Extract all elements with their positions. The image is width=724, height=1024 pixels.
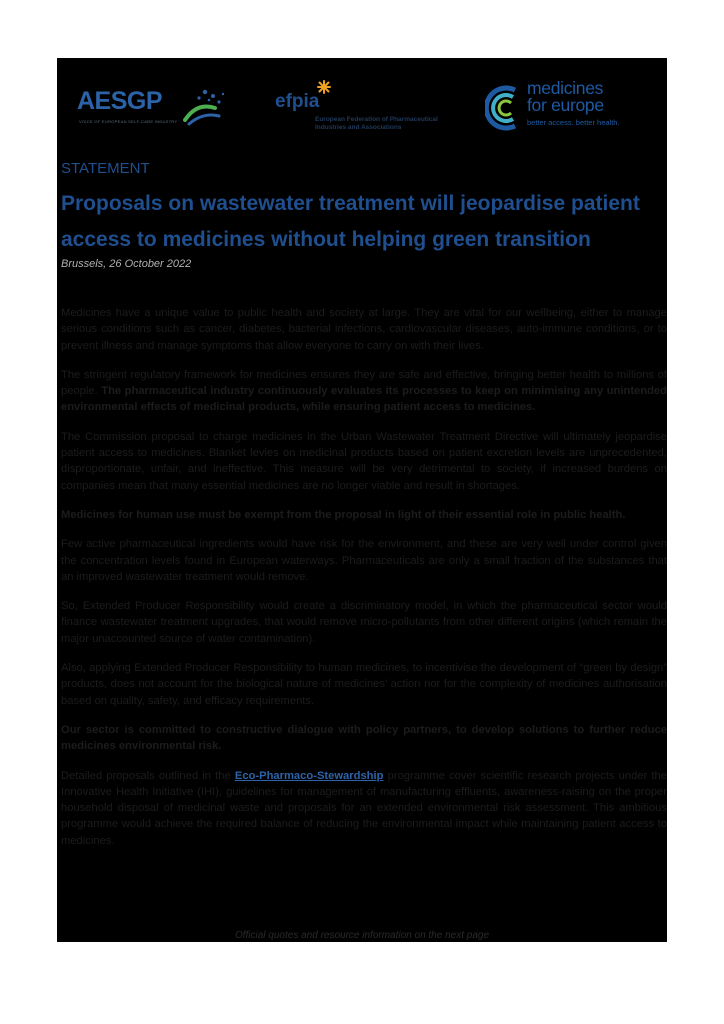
medicines-for-europe-logo <box>485 80 665 140</box>
paragraph-4-bold: Medicines for human use must be exempt from the proposal in light of their essential role in public health. <box>61 508 626 521</box>
efpia-star-icon <box>317 80 331 94</box>
paragraph-2-text: The stringent regulatory framework for medicines ensures they are safe and effective, bringing better health to millions of people. <box>61 368 667 398</box>
mfe-wordmark <box>527 80 604 114</box>
mfe-wordmark-line1: medicines <box>527 78 604 98</box>
dateline: Brussels, 26 October 2022 <box>61 258 192 270</box>
statement-label: STATEMENT <box>61 160 150 177</box>
paragraph-1: Medicines have a unique value to public health and society at large. They are vital for our wellbeing, either to manage serious conditions such as cancer, diabetes, bacterial infections, cardiovascular diseases, auto-immune conditions, or to prevent illness and manage symptoms that allow everyone to carry on with their lives. <box>61 307 667 352</box>
efpia-wordmark: efpia <box>275 91 320 112</box>
efpia-logo <box>275 84 460 139</box>
statement-body <box>61 305 667 862</box>
logo-row <box>57 58 667 153</box>
aesgp-wordmark: AESGP <box>77 87 163 115</box>
paragraph-5: Few active pharmaceutical ingredients would have risk for the environment, and these are very well under control given the concentration levels found in European waterways. Pharmaceuticals are only a small fraction of the substances that an improved wastewater treatment would remove. <box>61 538 667 583</box>
paragraph-9-text-b: programme cover scientific research projects under the Innovative Health Initiative (IHI), guidelines for management of manufacturing effluents, awareness-raising on the proper household disposal of medicinal waste and proposals for an extended environmental risk assessment. This ambitious programme would achieve the required balance of reducing the environmental impact while maintaining patient access to medicines. <box>61 769 667 847</box>
eco-pharmaco-stewardship-link[interactable]: Eco-Pharmaco-Stewardship <box>234 769 384 782</box>
paragraph-7: Also, applying Extended Producer Responsibility to human medicines, to incentivise the development of “green by design” products, does not account for the biological nature of medicines’ action nor for the complexity of medicines authorisation based on quality, safety, and efficacy requirements. <box>61 662 667 707</box>
aesgp-logo <box>77 86 227 131</box>
paragraph-9-text-a: Detailed proposals outlined in the <box>61 769 235 782</box>
mfe-wordmark-line2: for europe <box>527 95 604 115</box>
page-title: Proposals on wastewater treatment will jeopardise patient access to medicines without helping green transition <box>61 192 640 251</box>
document-page <box>57 58 667 942</box>
paragraph-6: So, Extended Producer Responsibility would create a discriminatory model, in which the pharmaceutical sector would finance wastewater treatment upgrades, that would remove micro-pollutants from other different origins (which remain the major unaccounted source of water contamination). <box>61 600 667 645</box>
paragraph-2-bold: The pharmaceutical industry continuously evaluates its processes to keep on minimising any unintended environmental effects of medicinal products, while ensuring patient access to medicines. <box>61 385 667 414</box>
paragraph-3: The Commission proposal to charge medicines in the Urban Wastewater Treatment Directive will ultimately jeopardise patient access to medicines. Blanket levies on medicinal products based on patient excretion levels are unprecedented, disproportionate, unfair, and ineffective. This measure will be very detrimental to society, if increased burdens on companies mean that many essential medicines are no longer viable and result in shortages. <box>61 430 667 492</box>
mfe-crescent-icon <box>485 84 523 132</box>
paragraph-9 <box>61 768 667 849</box>
aesgp-swoosh-icon <box>183 86 229 126</box>
paragraph-2 <box>61 367 667 416</box>
aesgp-tagline: VOICE OF EUROPEAN SELF-CARE INDUSTRY <box>79 119 178 124</box>
mfe-tagline: better access. better health. <box>527 118 620 127</box>
footer-note: Official quotes and resource information on the next page <box>234 930 490 941</box>
efpia-subtitle: European Federation of Pharmaceutical Industries and Associations <box>315 116 438 131</box>
paragraph-8-bold: Our sector is committed to constructive dialogue with policy partners, to develop solutions to further reduce medicines environmental risk. <box>61 723 667 753</box>
